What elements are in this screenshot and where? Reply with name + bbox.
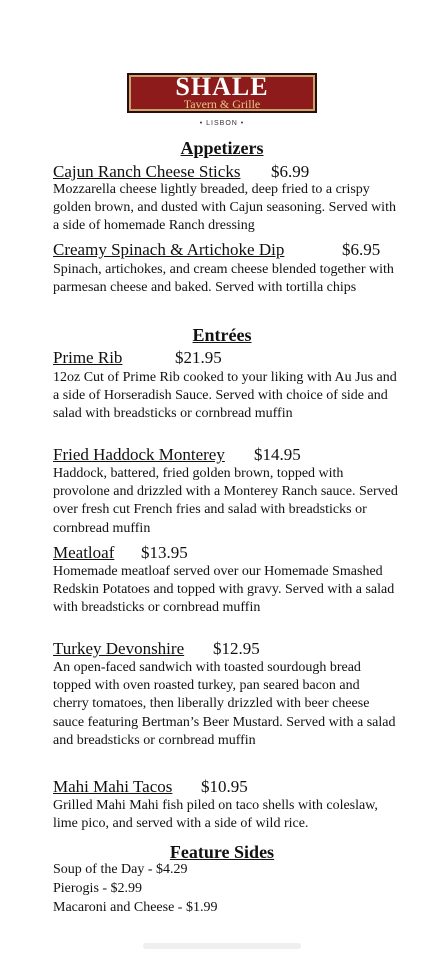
- menu-item-mahi-mahi-tacos: [53, 777, 248, 797]
- section-title-feature-sides: Feature Sides: [169, 842, 275, 862]
- menu-item-turkey-devonshire: [53, 639, 260, 659]
- item-name: Prime Rib: [53, 348, 123, 367]
- item-description: An open-faced sandwich with toasted sourdough bread topped with oven roasted turkey, pan seared bacon and cherry tomatoes, then liberally drizzled with beer cheese sauce featuring Bertman’s Beer Mustard. Served with a salad and breadsticks or cornbread muffin: [53, 660, 396, 748]
- logo-location: • LISBON •: [199, 120, 245, 127]
- side-item: Macaroni and Cheese - $1.99: [53, 900, 218, 915]
- item-name: Cajun Ranch Cheese Sticks: [53, 162, 241, 181]
- item-price: $6.99: [271, 162, 310, 181]
- item-name: Meatloaf: [53, 543, 115, 562]
- menu-item-prime-rib: [53, 348, 222, 368]
- section-title-entrees: Entrées: [192, 325, 252, 345]
- item-description: Mozzarella cheese lightly breaded, deep fried to a crispy golden brown, and dusted with Cajun seasoning. Served with a side of homemade Ranch dressing: [53, 182, 396, 234]
- logo-brand: SHALE: [175, 72, 269, 101]
- section-title-appetizers: Appetizers: [180, 138, 264, 158]
- item-name: Fried Haddock Monterey: [53, 445, 225, 464]
- restaurant-logo: [127, 73, 317, 133]
- item-description: Spinach, artichokes, and cream cheese blended together with parmesan cheese and baked. Served with tortilla chips: [53, 262, 394, 296]
- item-price: $13.95: [141, 543, 188, 562]
- item-price: $14.95: [254, 445, 301, 464]
- logo-subtitle: Tavern & Grille: [183, 97, 261, 111]
- side-item: Soup of the Day - $4.29: [53, 862, 188, 877]
- menu-item-creamy-spinach-artichoke-dip: [53, 240, 381, 260]
- item-price: $6.95: [342, 240, 381, 259]
- home-indicator-bar[interactable]: [143, 943, 301, 949]
- item-name: Creamy Spinach & Artichoke Dip: [53, 240, 285, 259]
- item-description: Grilled Mahi Mahi fish piled on taco shells with coleslaw, lime pico, and served with a side of wild rice.: [53, 798, 378, 832]
- item-price: $21.95: [175, 348, 222, 367]
- item-description: Haddock, battered, fried golden brown, topped with provolone and drizzled with a Monterey Ranch sauce. Served over fresh cut French fries and salad with breadsticks or cornbread muffin: [53, 466, 398, 536]
- item-name: Mahi Mahi Tacos: [53, 777, 173, 796]
- menu-item-fried-haddock-monterey: [53, 445, 301, 465]
- item-price: $10.95: [201, 777, 248, 796]
- menu-item-meatloaf: [53, 543, 188, 563]
- item-description: 12oz Cut of Prime Rib cooked to your liking with Au Jus and a side of Horseradish Sauce. Served with choice of side and salad with breadsticks or cornbread muffin: [53, 370, 397, 422]
- item-price: $12.95: [213, 639, 260, 658]
- item-description: Homemade meatloaf served over our Homemade Smashed Redskin Potatoes and topped with gravy. Served with a salad with breadsticks or cornbread muffin: [53, 564, 395, 616]
- side-item: Pierogis - $2.99: [53, 881, 143, 896]
- menu-item-cajun-ranch-cheese-sticks: [53, 162, 310, 182]
- item-name: Turkey Devonshire: [53, 639, 185, 658]
